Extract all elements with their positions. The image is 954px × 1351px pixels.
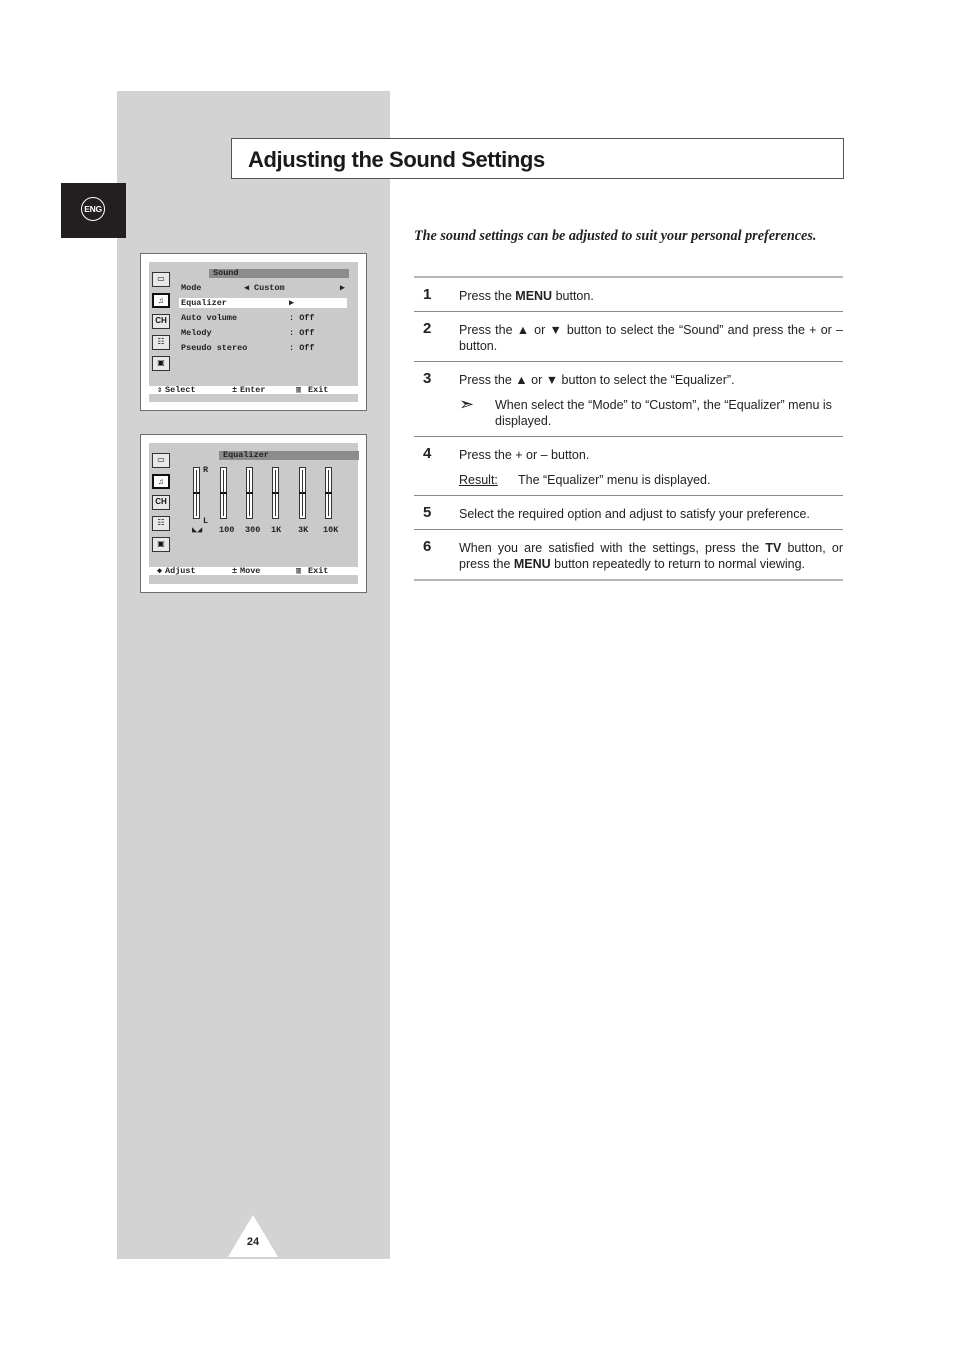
channel-icon: CH <box>152 495 170 510</box>
updown-icon: ◆ <box>157 566 163 576</box>
osd-icon-column <box>151 272 173 377</box>
menu-row-equalizer[interactable]: Equalizer ▶ <box>179 298 347 308</box>
picture-icon: ▭ <box>152 272 170 287</box>
sound-menu-footer: ⇕ Select ± Enter ▥ Exit <box>149 386 358 394</box>
step-text: Press the MENU button. <box>459 289 594 303</box>
sound-menu-screen <box>140 253 367 411</box>
menu-row-melody[interactable]: Melody : Off <box>181 328 315 338</box>
sound-menu-header: Sound <box>209 269 349 278</box>
plusminus-icon: ± <box>232 385 238 395</box>
eq-slider-100[interactable] <box>220 467 227 519</box>
channel-icon: CH <box>152 314 170 329</box>
right-arrow-icon: ▶ <box>339 283 345 293</box>
steps-list <box>414 276 843 581</box>
balance-icon: ◣◢ <box>192 525 203 535</box>
left-arrow-icon: ◀ <box>244 283 250 293</box>
band-label: 10K <box>323 525 339 535</box>
language-tab <box>61 183 126 238</box>
band-label: 3K <box>298 525 309 535</box>
page-title: Adjusting the Sound Settings <box>248 147 545 172</box>
step-4: 4 Press the + or – button. Result: The “Equalizer” menu is displayed. <box>414 436 843 495</box>
input-icon: ▣ <box>152 356 170 371</box>
menu-row-pseudo-stereo[interactable]: Pseudo stereo : Off <box>181 343 315 353</box>
equalizer-menu-panel <box>149 443 358 584</box>
band-label: 300 <box>245 525 261 535</box>
updown-icon: ⇕ <box>157 385 163 395</box>
balance-right-label: R <box>203 465 209 475</box>
balance-left-label: L <box>203 516 209 526</box>
menu-icon: ▥ <box>296 385 302 395</box>
step-text: When you are satisfied with the settings, press the TV button, or press the MENU button repeatedly to return to normal viewing. <box>459 541 843 571</box>
sound-icon: ♫ <box>152 474 170 489</box>
step-result: Result: The “Equalizer” menu is displayed. <box>459 473 711 487</box>
step-note: ➣ When select the “Mode” to “Custom”, the “Equalizer” menu is displayed. <box>459 394 832 428</box>
equalizer-menu-footer: ◆ Adjust ± Move ▥ Exit <box>149 567 358 575</box>
picture-icon: ▭ <box>152 453 170 468</box>
menu-icon: ▥ <box>296 566 302 576</box>
step-text: Press the + or – button. <box>459 448 590 462</box>
sound-menu-panel <box>149 262 358 402</box>
page-number: 24 <box>246 1236 260 1248</box>
step-6: 6 When you are satisfied with the settings, press the TV button, or press the MENU button repeatedly to return to normal viewing. <box>414 529 843 579</box>
title-box <box>231 138 844 179</box>
eq-slider-3k[interactable] <box>299 467 306 519</box>
setup-icon: ☷ <box>152 516 170 531</box>
osd-icon-column <box>151 453 173 558</box>
band-label: 1K <box>271 525 282 535</box>
eq-slider-1k[interactable] <box>272 467 279 519</box>
eq-slider-10k[interactable] <box>325 467 332 519</box>
step-1: 1 Press the MENU button. <box>414 278 843 311</box>
setup-icon: ☷ <box>152 335 170 350</box>
step-text: Select the required option and adjust to satisfy your preference. <box>459 507 810 521</box>
intro-text: The sound settings can be adjusted to suit your personal preferences. <box>414 228 817 244</box>
equalizer-menu-header: Equalizer <box>219 451 359 460</box>
menu-row-mode[interactable]: Mode ◀ Custom ▶ <box>181 283 345 293</box>
step-2: 2 Press the ▲ or ▼ button to select the “Sound” and press the + or – button. <box>414 311 843 361</box>
menu-row-auto-volume[interactable]: Auto volume : Off <box>181 313 315 323</box>
equalizer-menu-screen <box>140 434 367 593</box>
eq-slider-300[interactable] <box>246 467 253 519</box>
note-arrow-icon: ➣ <box>459 394 475 414</box>
right-arrow-icon: ▶ <box>289 298 295 308</box>
plusminus-icon: ± <box>232 566 238 576</box>
band-label: 100 <box>219 525 235 535</box>
step-3: 3 Press the ▲ or ▼ button to select the “Equalizer”. ➣ When select the “Mode” to “Custom”, the “Equalizer” menu is displayed. <box>414 361 843 436</box>
step-5: 5 Select the required option and adjust to satisfy your preference. <box>414 495 843 529</box>
language-badge: ENG <box>81 197 105 221</box>
input-icon: ▣ <box>152 537 170 552</box>
step-text: Press the ▲ or ▼ button to select the “Sound” and press the + or – button. <box>459 323 843 353</box>
step-text: Press the ▲ or ▼ button to select the “Equalizer”. <box>459 373 735 387</box>
sound-icon: ♫ <box>152 293 170 308</box>
balance-slider[interactable] <box>193 467 200 519</box>
